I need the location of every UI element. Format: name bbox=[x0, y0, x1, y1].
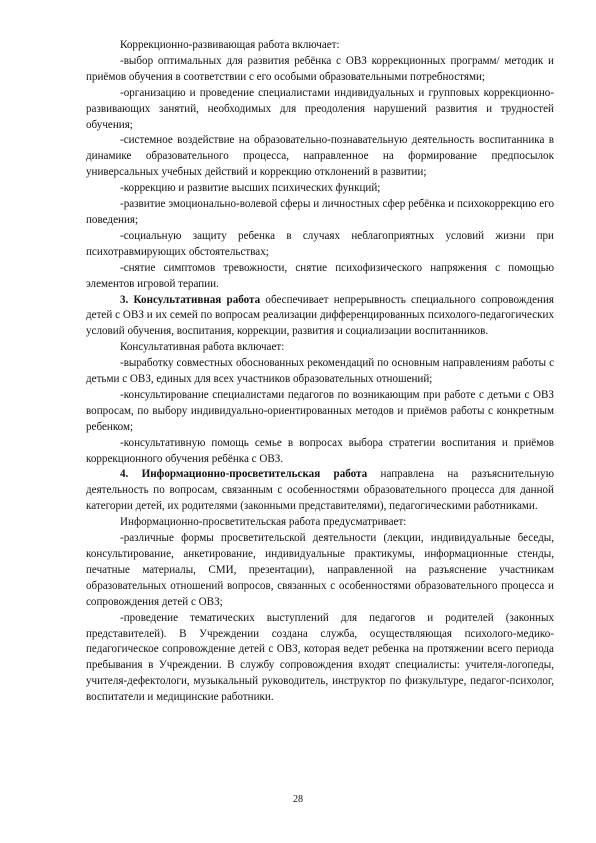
paragraph-section-informational: 4. Информационно-просветительская работа направлена на разъяснительную деятельность по вопросам, связанным с особенностями образовательного процесса для данной категории детей, их родителями (законными представителями), педагогическими работниками. bbox=[86, 468, 554, 513]
paragraph-item: -проведение тематических выступлений для педагогов и родителей (законных представителей). В Учреждении создана служба, осуществляющая психолого-медико-педагогическое сопровождение детей с ОВЗ, которая ведет ребенка на протяжении всего периода пребывания в Учреждении. В службу сопровождения входят специалисты: учителя-логопеды, учителя-дефектологи, музыкальный руководитель, инструктор по физкультуре, педагог-психолог, воспитатели и медицинские работники. bbox=[86, 611, 554, 704]
paragraph-item: -консультирование специалистами педагогов по возникающим при работе с детьми с ОВЗ вопросам, по выбору индивидуально-ориентированных методов и приёмов работы с конкретным ребенком; bbox=[86, 388, 554, 433]
page-number: 28 bbox=[293, 794, 303, 805]
paragraph-item: -снятие симптомов тревожности, снятие психофизического напряжения с помощью элементов игровой терапии. bbox=[86, 261, 554, 290]
paragraph-item: -различные формы просветительской деятельности (лекции, индивидуальные беседы, консультирование, анкетирование, индивидуальные практикумы, информационные стенды, печатные материалы, СМИ, презентации), направленной на разъяснение участникам образовательных отношений вопросов, связанных с особенностями образовательного процесса и сопровождения детей с ОВЗ; bbox=[86, 532, 554, 608]
paragraph-item: -системное воздействие на образовательно-познавательную деятельность воспитанника в динамике образовательного процесса, направленное на формирование предпосылок универсальных учебных действий и коррекцию отклонений в развитии; bbox=[86, 134, 554, 179]
paragraph-item: -выработку совместных обоснованных рекомендаций по основным направлениям работы с детьми с ОВЗ, единых для всех участников образовательных отношений; bbox=[86, 357, 554, 386]
paragraph-item: -выбор оптимальных для развития ребёнка с ОВЗ коррекционных программ/ методик и приёмов обучения в соответствии с его особыми образовательными потребностями; bbox=[86, 54, 554, 83]
paragraph-item: -коррекцию и развитие высших психических функций; bbox=[120, 182, 381, 195]
section-heading-consultative: 3. Консультативная работа bbox=[120, 293, 261, 306]
paragraph-item: -организацию и проведение специалистами индивидуальных и групповых коррекционно-развивающих занятий, необходимых для преодоления нарушений развития и трудностей обучения; bbox=[86, 86, 554, 131]
section-heading-informational: 4. Информационно-просветительская работа bbox=[120, 468, 368, 481]
paragraph-intro-informational: Информационно-просветительская работа предусматривает: bbox=[120, 516, 407, 529]
paragraph-item: -развитие эмоционально-волевой сферы и личностных сфер ребёнка и психокоррекцию его поведения; bbox=[86, 198, 554, 226]
paragraph-intro-consultative: Консультативная работа включает: bbox=[120, 341, 285, 354]
document-body bbox=[86, 38, 554, 706]
paragraph-item: -консультативную помощь семье в вопросах выбора стратегии воспитания и приёмов коррекционного обучения ребёнка с ОВЗ. bbox=[86, 436, 554, 465]
paragraph-item: -социальную защиту ребенка в случаях неблагоприятных условий жизни при психотравмирующих обстоятельствах; bbox=[86, 229, 554, 258]
paragraph-section-consultative: 3. Консультативная работа обеспечивает непрерывность специального сопровождения детей с ОВЗ и их семей по вопросам реализации дифференцированных психолого-педагогических условий обучения, воспитания, коррекции, развития и социализации воспитанников. bbox=[86, 293, 554, 338]
paragraph-intro-correction: Коррекционно-развивающая работа включает: bbox=[120, 39, 340, 51]
